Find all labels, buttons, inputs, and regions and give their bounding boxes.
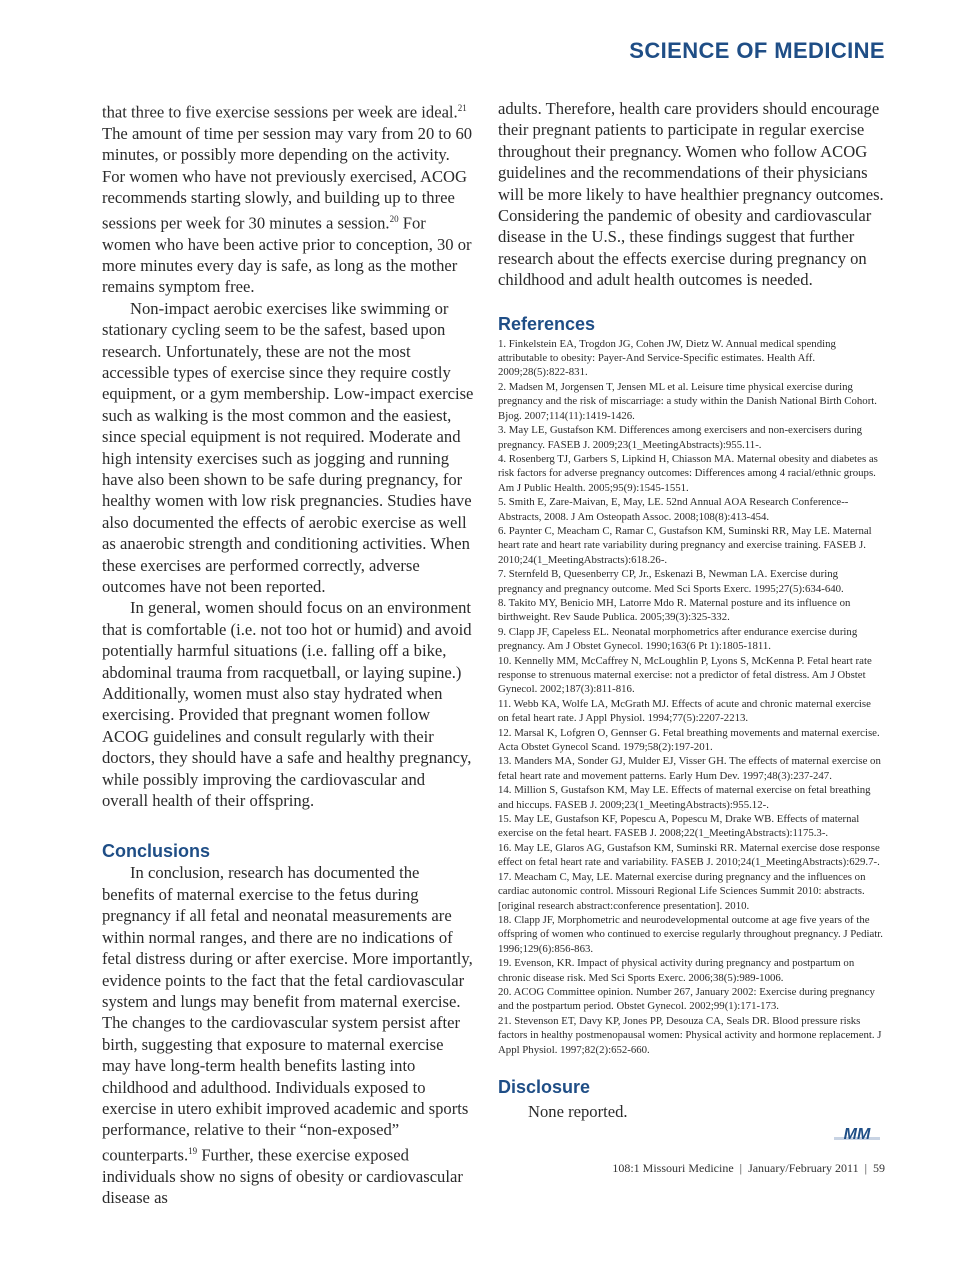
references-heading: References	[498, 313, 596, 334]
text-run: that three to five exercise sessions per week are ideal.	[102, 102, 458, 122]
logo-text: MM	[843, 1126, 871, 1143]
reference-item: 18. Clapp JF, Morphometric and neurodevelopmental outcome at age five years of the offspring of women who continued to exercise regularly throughout pregnancy. J Pediatr. 1996;129(6):856-863.	[498, 913, 883, 955]
citation-superscript: 21	[457, 103, 467, 113]
reference-item: 9. Clapp JF, Capeless EL. Neonatal morphometrics after endurance exercise during pregnancy. Am J Obstet Gynecol. 1990;163(6 Pt 1):1805-1811.	[498, 625, 858, 653]
reference-item: 12. Marsal K, Lofgren O, Gennser G. Fetal breathing movements and maternal exercise. Acta Obstet Gynecol Scand. 1979;58(2):197-201.	[498, 726, 880, 754]
text-run: In conclusion, research has documented the benefits of maternal exercise to the fetus during pregnancy if all fetal and neonatal measurements are within normal ranges, and there are no indications of fetal distress during or after exercise. More importantly, evidence points to the fact that the fetal cardiovascular system and lungs may benefit from maternal exercise. The changes to the cardiovascular system persist after birth, suggesting that exposure to maternal exercise may have long-term health benefits lasting into childhood and adulthood. Individuals exposed to exercise in utero exhibit improved academic and sports performance, relative to their “non-exposed” counterparts.	[102, 863, 473, 1165]
text-run: For women who have been active prior to conception, 30 or more minutes every day is safe, as long as the mother remains symptom free.	[102, 213, 472, 297]
footer-date: January/February 2011	[748, 1161, 859, 1175]
reference-item: 6. Paynter C, Meacham C, Ramar C, Gustafson KM, Suminski RR, May LE. Maternal heart rate and heart rate variability during pregnancy and exercise training. FASEB J. 2010;24(1_MeetingAbstracts):618.26-.	[498, 524, 872, 566]
body-paragraph	[102, 862, 474, 1208]
right-column	[498, 98, 884, 1122]
page-footer	[612, 1161, 885, 1176]
footer-separator: |	[864, 1161, 867, 1175]
reference-item: 4. Rosenberg TJ, Garbers S, Lipkind H, Chiasson MA. Maternal obesity and diabetes as risk factors for adverse pregnancy outcomes: Differences among 4 racial/ethnic groups. Am J Public Health. 2005;95(9):1545-1551.	[498, 452, 878, 494]
text-run: The amount of time per session may vary from 20 to 60 minutes, or possibly more depending on the activity. For women who have not previously exercised, ACOG recommends starting slowly, and building up to three sessions per week for 30 minutes a session.	[102, 123, 473, 233]
reference-item: 3. May LE, Gustafson KM. Differences among exercisers and non-exercisers during pregnancy. FASEB J. 2009;23(1_MeetingAbstracts):955.11-.	[498, 424, 863, 451]
reference-item: 5. Smith E, Zare-Maivan, E, May, LE. 52nd Annual AOA Research Conference--Abstracts, 2008. J Am Osteopath Assoc. 2008;108(8):413-454.	[498, 496, 849, 523]
reference-item: 20. ACOG Committee opinion. Number 267, January 2002: Exercise during pregnancy and the postpartum period. Obstet Gynecol. 2002;99(1):171-173.	[498, 985, 875, 1013]
reference-item: 19. Evenson, KR. Impact of physical activity during pregnancy and postpartum on chronic disease risk. Med Sci Sports Exerc. 2006;38(5):989-1006.	[498, 957, 855, 984]
body-paragraph: Non-impact aerobic exercises like swimming or stationary cycling seem to be the safest, based upon research. Unfortunately, these are not the most accessible types of exercise since they require costly equipment, or a gym membership. Low-impact exercise such as walking is the most common and the easiest, since special equipment is not required. Moderate and high intensity exercises such as jogging and running have also been shown to be safe during pregnancy, for healthy women with low risk pregnancies. Studies have also documented the effects of aerobic exercise as well as anaerobic strength and conditioning activities. When these exercises are performed correctly, adverse outcomes have not been reported.	[102, 298, 474, 596]
text-run: Further, these exercise exposed individuals show no signs of obesity or cardiovascular disease as	[102, 1145, 463, 1208]
body-paragraph: In general, women should focus on an environment that is comfortable (i.e. not too hot or humid) and avoid potentially harmful situations (i.e. falling off a bike, abdominal trauma from racquetball, or laying supine.) Additionally, women must also stay hydrated when exercising. Provided that pregnant women follow ACOG guidelines and consult regularly with their doctors, they should have a safe and healthy pregnancy, while possibly improving the cardiovascular and overall health of their offspring.	[102, 598, 472, 811]
page-number: 59	[873, 1161, 885, 1175]
mm-logo-icon	[834, 1124, 880, 1144]
footer-issue: 108:1 Missouri Medicine	[612, 1161, 734, 1175]
reference-item: 1. Finkelstein EA, Trogdon JG, Cohen JW, Dietz W. Annual medical spending attributable to obesity: Payer-And Service-Specific estimates. Health Aff. 2009;28(5):822-831.	[498, 337, 836, 379]
footer-separator: |	[739, 1161, 743, 1175]
body-paragraph: adults. Therefore, health care providers should encourage their pregnant patients to participate in regular exercise throughout their pregnancy. Women who follow ACOG guidelines and the recommendations of their physicians will be more likely to have healthier pregnancy outcomes. Considering the pandemic of obesity and cardiovascular disease in the U.S., these findings suggest that further research about the effects exercise during pregnancy on childhood and adult health outcomes is needed.	[498, 99, 884, 290]
citation-superscript: 20	[389, 213, 399, 224]
reference-list	[498, 337, 884, 1057]
reference-item: 16. May LE, Glaros AG, Gustafson KM, Suminski RR. Maternal exercise dose response effect on fetal heart rate and variability. FASEB J. 2010;24(1_MeetingAbstracts):629.7-.	[498, 841, 880, 869]
reference-item: 14. Million S, Gustafson KM, May LE. Effects of maternal exercise on fetal breathing and hiccups. FASEB J. 2009;23(1_MeetingAbstracts):955.12-.	[498, 784, 871, 811]
reference-item: 2. Madsen M, Jorgensen T, Jensen ML et al. Leisure time physical exercise during pregnancy and the risk of miscarriage: a study within the Danish National Birth Cohort. Bjog. 2007;114(11):1419-1426.	[498, 380, 878, 422]
reference-item: 13. Manders MA, Sonder GJ, Mulder EJ, Visser GH. The effects of maternal exercise on fetal heart rate and movement patterns. Early Hum Dev. 1997;48(3):237-247.	[498, 755, 881, 782]
reference-item: 15. May LE, Gustafson KF, Popescu A, Popescu M, Drake WB. Effects of maternal exercise on the fetal heart. FASEB J. 2008;22(1_MeetingAbstracts):1175.3-.	[498, 813, 860, 840]
section-title: SCIENCE OF MEDICINE	[629, 38, 885, 63]
left-column	[102, 98, 474, 1209]
reference-item: 11. Webb KA, Wolfe LA, McGrath MJ. Effects of acute and chronic maternal exercise on fetal heart rate. J Appl Physiol. 1994;77(5):2207-2213.	[498, 697, 871, 725]
reference-item: 17. Meacham C, May, LE. Maternal exercise during pregnancy and the influences on cardiac autonomic control. Missouri Regional Life Sciences Summit 2010: abstracts. [original research abstract:conference presentation]. 2010.	[498, 870, 866, 912]
reference-item: 21. Stevenson ET, Davy KP, Jones PP, Desouza CA, Seals DR. Blood pressure risks factors in healthy postmenopausal women: Physical activity and hormone replacement. J Appl Physiol. 1997;82(2):652-660.	[498, 1014, 882, 1056]
reference-item: 8. Takito MY, Benicio MH, Latorre Mdo R. Maternal posture and its influence on birthweight. Rev Saude Publica. 2005;39(3):325-332.	[498, 596, 851, 624]
body-paragraph	[102, 98, 474, 298]
conclusions-heading: Conclusions	[102, 841, 211, 862]
citation-superscript: 19	[188, 1145, 198, 1156]
disclosure-heading: Disclosure	[498, 1076, 591, 1097]
disclosure-text: None reported.	[528, 1101, 628, 1121]
reference-item: 7. Sternfeld B, Quesenberry CP, Jr., Eskenazi B, Newman LA. Exercise during pregnancy and pregnancy outcome. Med Sci Sports Exerc. 1995;27(5):634-640.	[498, 568, 844, 595]
reference-item: 10. Kennelly MM, McCaffrey N, McLoughlin P, Lyons S, McKenna P. Fetal heart rate response to strenuous maternal exercise: not a predictor of fetal distress. Am J Obstet Gynecol. 2002;187(3):811-816.	[498, 654, 872, 696]
